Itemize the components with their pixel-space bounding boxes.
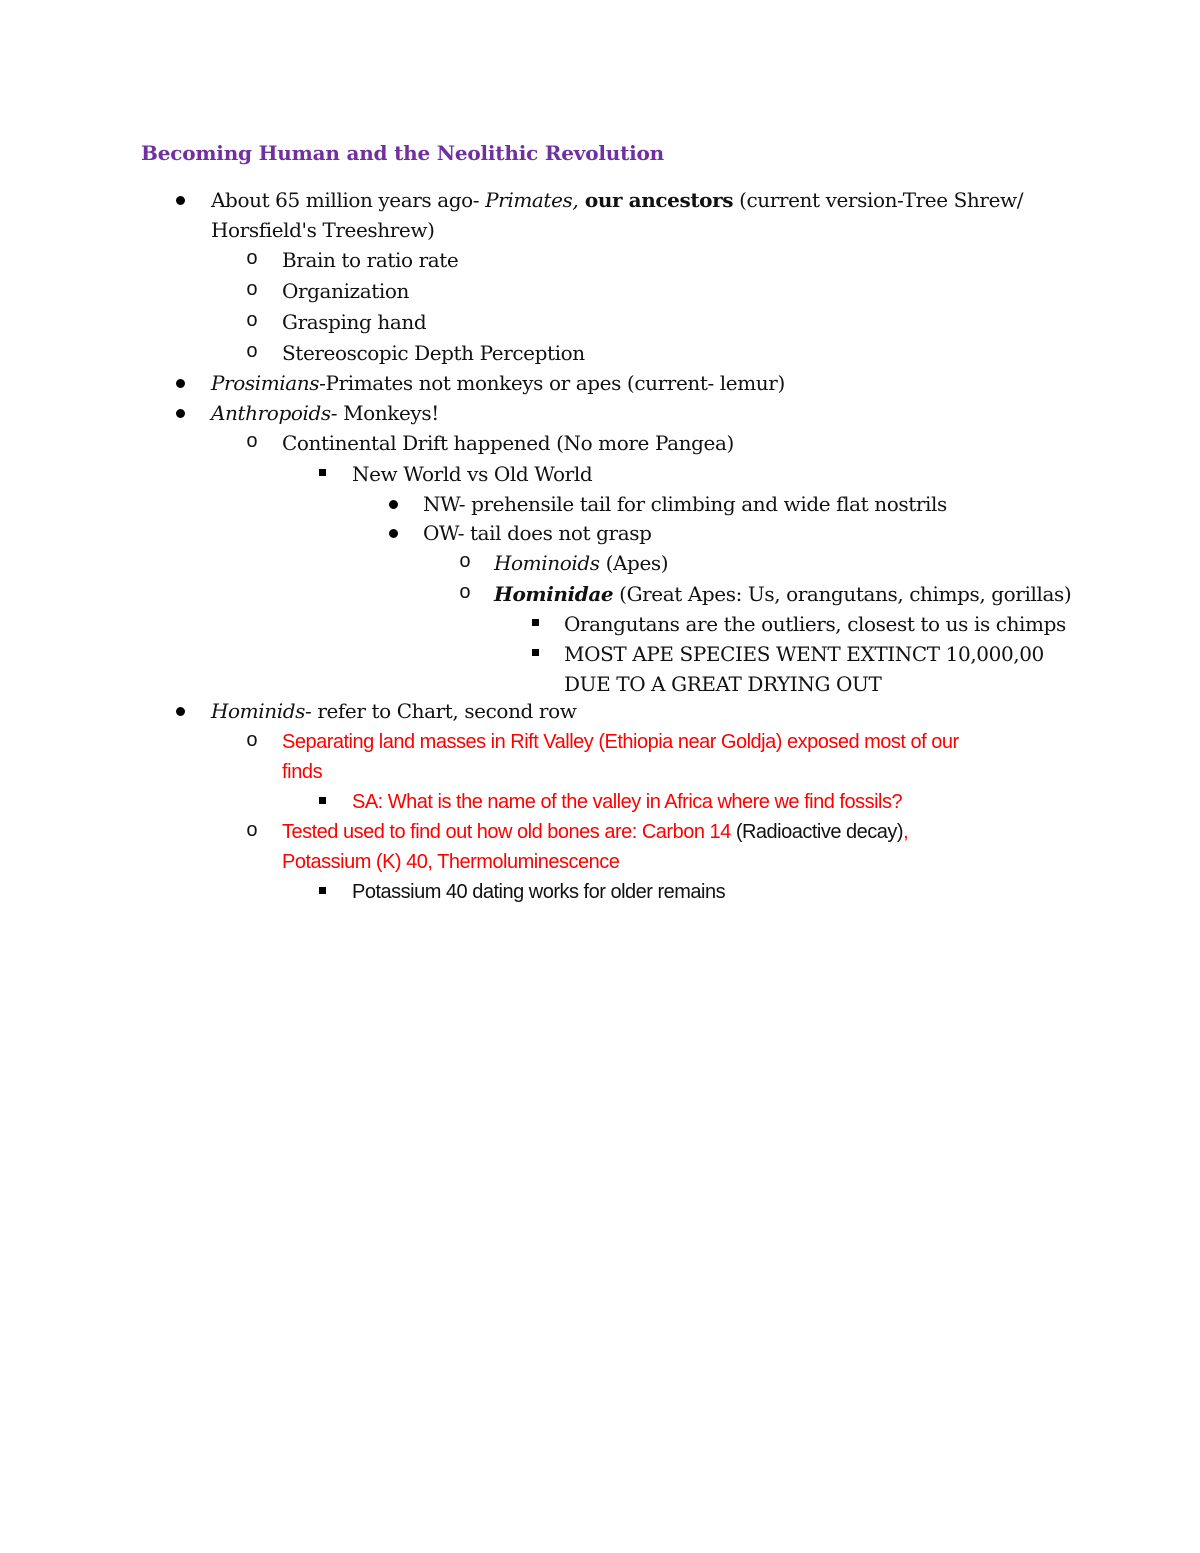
item-text: (Great Apes: Us, orangutans, chimps, gorillas)	[613, 582, 1072, 606]
list-item-continuation: Potassium (K) 40, Thermoluminescence	[282, 851, 620, 873]
list-item-highlighted: SA: What is the name of the valley in Africa where we find fossils?	[352, 791, 903, 813]
list-item: Organization	[282, 279, 409, 303]
list-item	[282, 820, 908, 844]
item-text: (current version-Tree Shrew/	[733, 188, 1024, 212]
item-text-bold-italic: Hominidae	[494, 582, 614, 606]
item-text-bold: our ancestors	[578, 188, 734, 212]
list-item: Brain to ratio rate	[282, 248, 459, 272]
circle-bullet: o	[459, 582, 472, 605]
circle-bullet: o	[246, 820, 259, 843]
item-text: -Primates not monkeys or apes (current- lemur)	[319, 371, 785, 395]
list-item-continuation: DUE TO A GREAT DRYING OUT	[564, 672, 882, 696]
list-item: NW- prehensile tail for climbing and wide flat nostrils	[423, 492, 947, 516]
list-item: Grasping hand	[282, 310, 427, 334]
circle-bullet: o	[246, 279, 259, 302]
item-text: (Apes)	[599, 551, 669, 575]
bullet-dot	[176, 707, 185, 716]
list-item: Stereoscopic Depth Perception	[282, 341, 585, 365]
list-item: New World vs Old World	[352, 462, 593, 486]
item-text: - refer to Chart, second row	[305, 699, 577, 723]
circle-bullet: o	[246, 248, 259, 271]
circle-bullet: o	[246, 310, 259, 333]
item-text-italic: Prosimians	[211, 371, 320, 395]
circle-bullet: o	[246, 730, 259, 753]
bullet-dot	[176, 409, 185, 418]
item-text-italic: Primates,	[485, 188, 579, 212]
list-item: OW- tail does not grasp	[423, 521, 652, 545]
list-item-continuation: Horsfield's Treeshrew)	[211, 218, 435, 242]
list-item: Orangutans are the outliers, closest to us is chimps	[564, 612, 1066, 636]
item-text-italic: Hominoids	[494, 551, 600, 575]
list-item	[211, 401, 439, 425]
item-text-italic: Anthropoids	[211, 401, 331, 425]
list-item	[211, 699, 576, 723]
circle-bullet: o	[459, 551, 472, 574]
circle-bullet: o	[246, 341, 259, 364]
square-bullet	[319, 469, 326, 476]
square-bullet	[532, 649, 539, 656]
bullet-dot	[176, 196, 185, 205]
item-text: - Monkeys!	[330, 401, 439, 425]
bullet-dot	[389, 500, 398, 509]
item-text-highlighted: ,	[903, 821, 909, 843]
bullet-dot	[176, 379, 185, 388]
list-item-continuation: finds	[282, 761, 323, 783]
list-item-highlighted: Separating land masses in Rift Valley (Ethiopia near Goldja) exposed most of our	[282, 731, 959, 753]
list-item: Continental Drift happened (No more Pangea)	[282, 431, 734, 455]
square-bullet	[319, 887, 326, 894]
list-item: MOST APE SPECIES WENT EXTINCT 10,000,00	[564, 642, 1044, 666]
item-text: (Radioactive decay)	[735, 821, 904, 843]
square-bullet	[319, 797, 326, 804]
list-item	[211, 371, 785, 395]
bullet-dot	[389, 529, 398, 538]
square-bullet	[532, 619, 539, 626]
circle-bullet: o	[246, 431, 259, 454]
item-text-italic: Hominids	[211, 699, 305, 723]
page-title: Becoming Human and the Neolithic Revolution	[141, 141, 664, 165]
list-item	[494, 582, 1071, 606]
item-text-highlighted: Tested used to find out how old bones are: Carbon 14	[282, 821, 736, 843]
list-item: Potassium 40 dating works for older remains	[352, 881, 726, 903]
item-text: About 65 million years ago-	[211, 188, 486, 212]
list-item	[494, 551, 668, 575]
list-item	[211, 188, 1023, 212]
